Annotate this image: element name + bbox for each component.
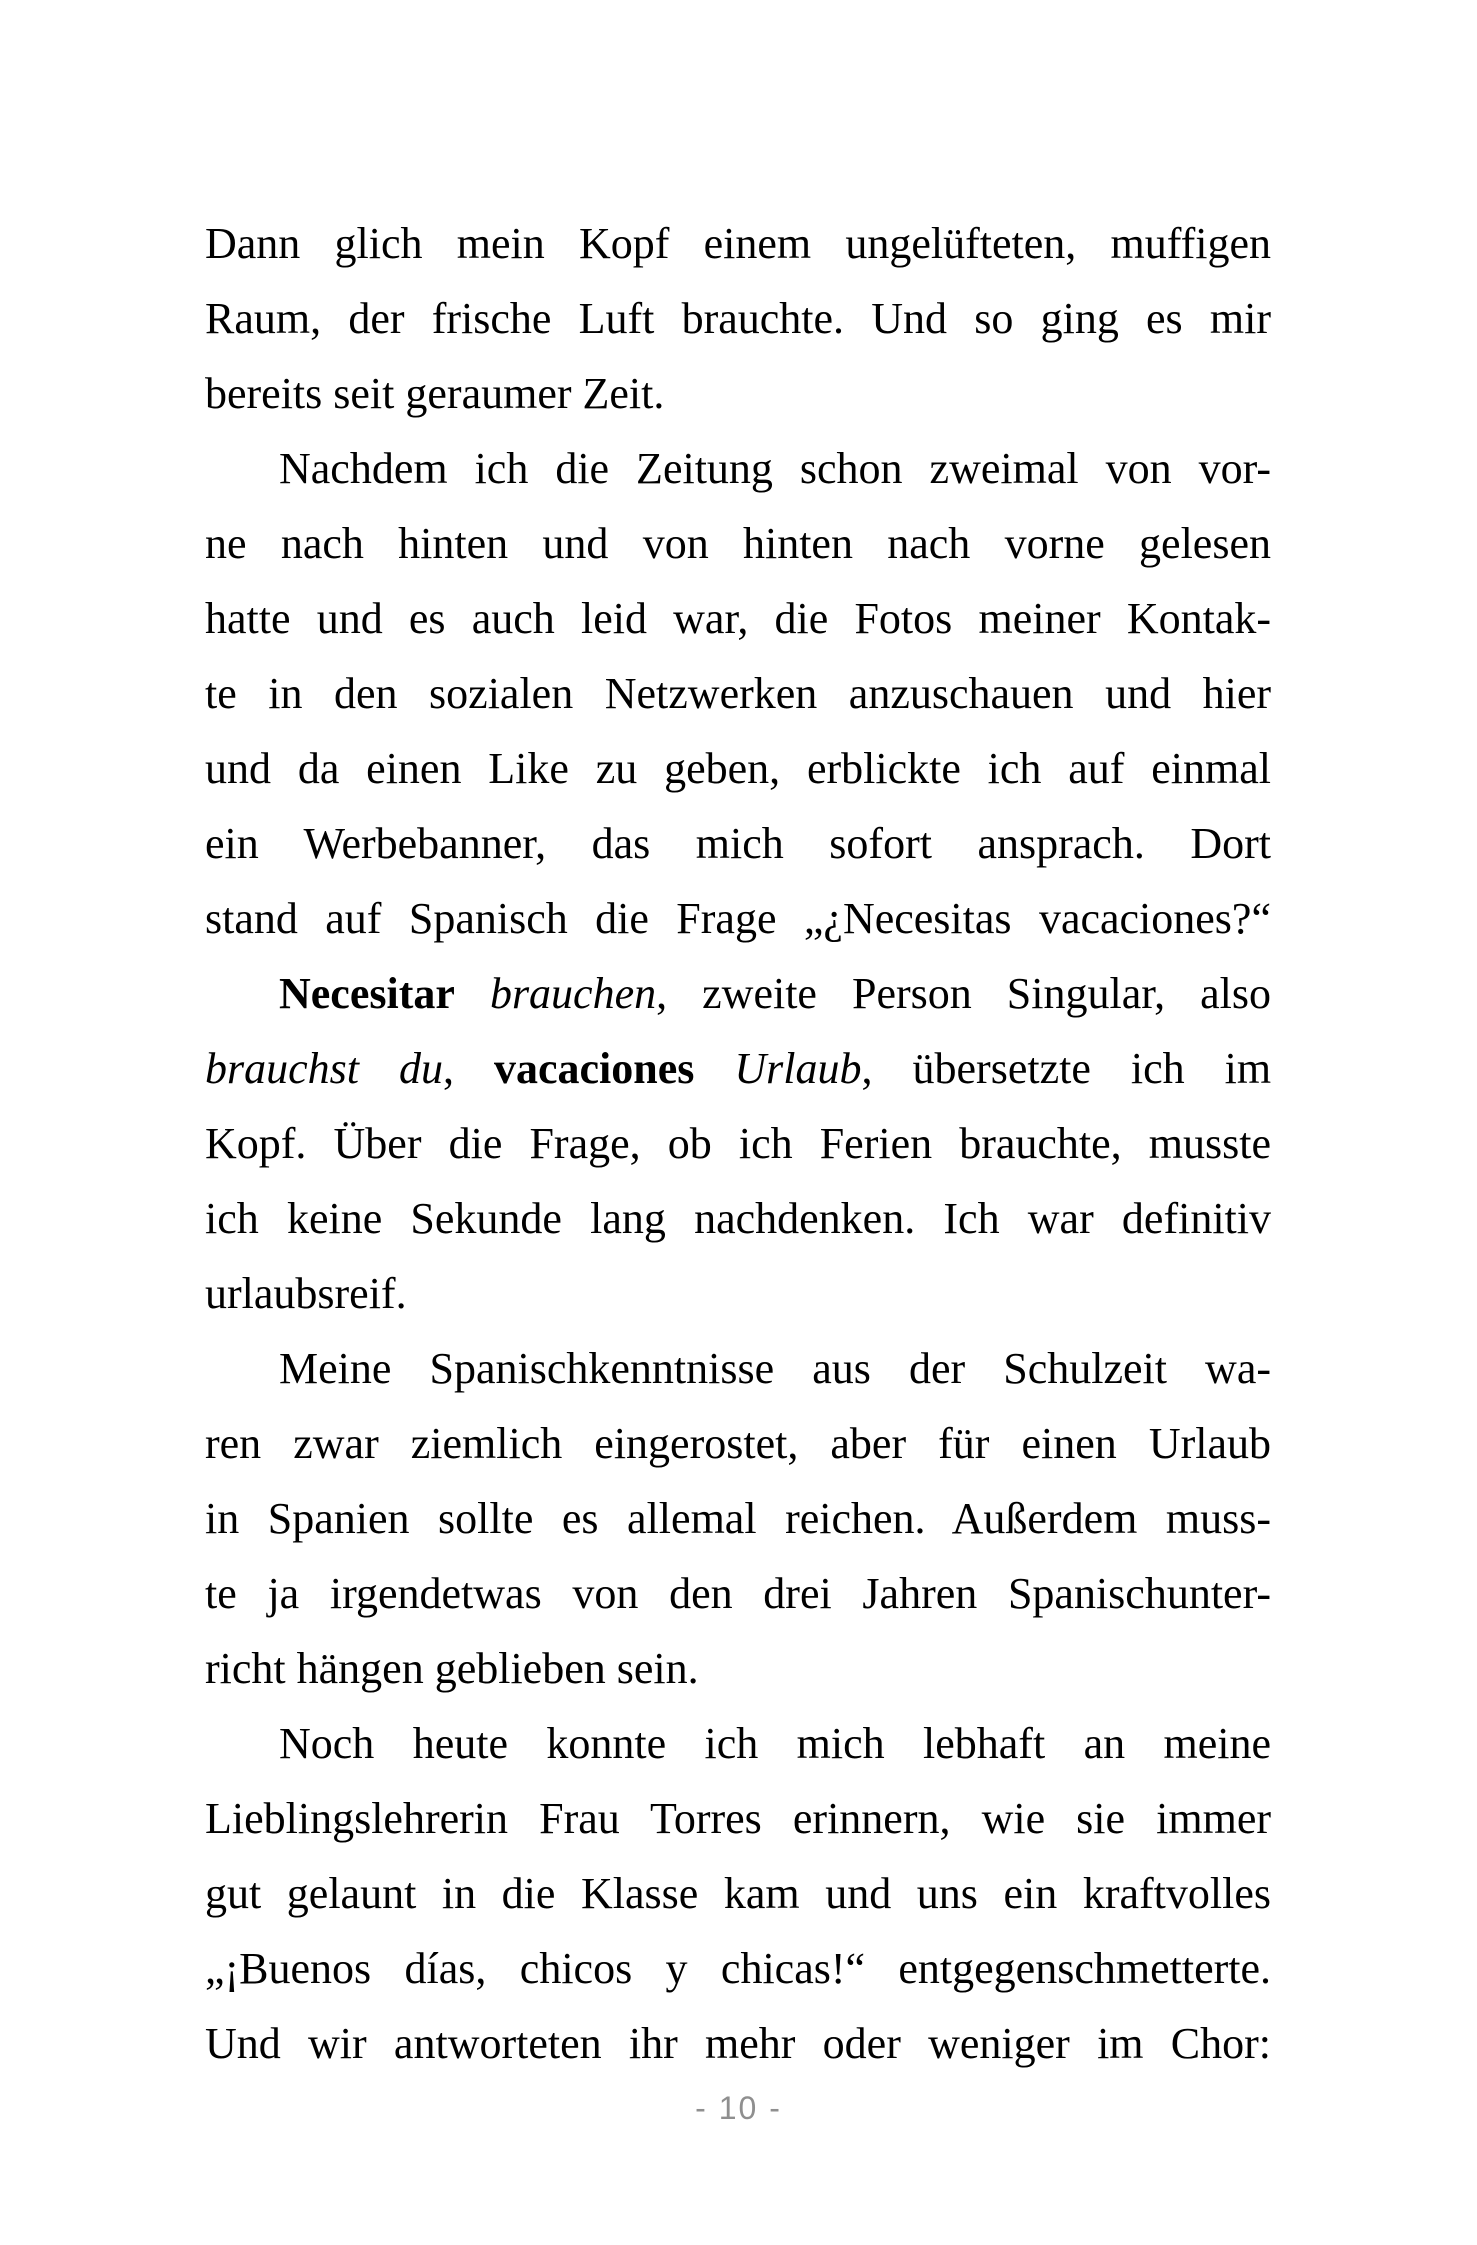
text-run: Kopf. Über die Frage, ob ich Ferien brauchte, musste (205, 1119, 1271, 1168)
body-text (205, 206, 1271, 2081)
text-line (205, 1481, 1271, 1556)
text-run: te ja irgendetwas von den drei Jahren Spanischunter- (205, 1569, 1271, 1618)
text-run: Und wir antworteten ihr mehr oder weniger im Chor: (205, 2019, 1271, 2068)
text-run: Necesitar (279, 969, 455, 1018)
page-number: - 10 - (695, 2090, 782, 2126)
text-line (205, 2006, 1271, 2081)
text-line (205, 1856, 1271, 1931)
text-line (205, 1706, 1271, 1781)
text-line (205, 956, 1271, 1031)
text-line (205, 506, 1271, 581)
text-run: hatte und es auch leid war, die Fotos meiner Kontak- (205, 594, 1271, 643)
text-line (205, 806, 1271, 881)
text-run: , übersetzte ich im (861, 1044, 1272, 1093)
text-run: und da einen Like zu geben, erblickte ich auf einmal (205, 744, 1271, 793)
text-line (205, 1631, 1271, 1706)
text-run: brauchen (489, 969, 657, 1018)
text-run: stand auf Spanisch die Frage „¿Necesitas vacaciones?“ (205, 894, 1271, 943)
text-run: urlaubsreif. (205, 1269, 407, 1318)
text-run: , zweite Person Singular, also (656, 969, 1272, 1018)
text-line (205, 356, 1271, 431)
text-line (205, 581, 1271, 656)
text-run: richt hängen geblieben sein. (205, 1644, 699, 1693)
text-line (205, 1256, 1271, 1331)
text-run: ich keine Sekunde lang nachdenken. Ich war definitiv (205, 1194, 1271, 1243)
text-line (205, 1181, 1271, 1256)
text-line (205, 1331, 1271, 1406)
text-run: Raum, der frische Luft brauchte. Und so ging es mir (205, 294, 1271, 343)
text-line (205, 206, 1271, 281)
text-run: ne nach hinten und von hinten nach vorne gelesen (205, 519, 1271, 568)
text-run: gut gelaunt in die Klasse kam und uns ein kraftvolles (205, 1869, 1271, 1918)
text-line (205, 1106, 1271, 1181)
text-line (205, 1931, 1271, 2006)
text-run: Lieblingslehrerin Frau Torres erinnern, wie sie immer (205, 1794, 1271, 1843)
text-run: Nachdem ich die Zeitung schon zweimal von vor- (279, 444, 1271, 493)
text-line (205, 281, 1271, 356)
text-line (205, 1406, 1271, 1481)
text-run: , (443, 1044, 494, 1093)
text-run: „¡Buenos días, chicos y chicas!“ entgegenschmetterte. (205, 1944, 1271, 1993)
text-line (205, 731, 1271, 806)
text-run (455, 969, 490, 1018)
text-run: bereits seit geraumer Zeit. (205, 369, 665, 418)
text-run: ren zwar ziemlich eingerostet, aber für einen Urlaub (205, 1419, 1271, 1468)
text-line (205, 1031, 1271, 1106)
text-line (205, 1556, 1271, 1631)
text-run (694, 1044, 734, 1093)
text-run: te in den sozialen Netzwerken anzuschauen und hier (205, 669, 1271, 718)
text-line (205, 881, 1271, 956)
text-line (205, 1781, 1271, 1856)
text-run: Noch heute konnte ich mich lebhaft an meine (279, 1719, 1271, 1768)
text-line (205, 431, 1271, 506)
text-run: Urlaub (734, 1044, 862, 1093)
text-run: ein Werbebanner, das mich sofort ansprach. Dort (205, 819, 1271, 868)
text-line (205, 656, 1271, 731)
text-run: brauchst du (205, 1044, 443, 1093)
text-run: Dann glich mein Kopf einem ungelüfteten, muffigen (205, 219, 1271, 268)
text-run: vacaciones (494, 1044, 695, 1093)
text-run: Meine Spanischkenntnisse aus der Schulzeit wa- (279, 1344, 1271, 1393)
text-run: in Spanien sollte es allemal reichen. Außerdem muss- (205, 1494, 1271, 1543)
